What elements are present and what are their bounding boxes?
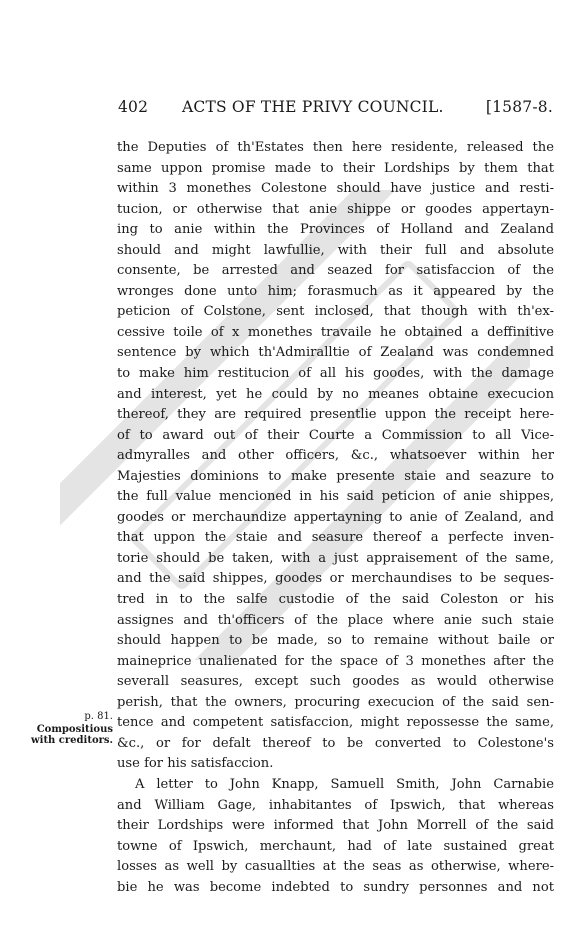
running-header [118, 98, 553, 120]
text-line: tence and competent satisfaccion, might repossesse the same, [117, 715, 554, 731]
text-line: Majesties dominions to make presente staie and seazure to [117, 468, 554, 484]
text-line: severall seasures, except such goodes as would otherwise [117, 674, 554, 690]
text-line: admyralles and other officers, &c., whatsoever within her [117, 448, 554, 464]
text-line: assignes and th'officers of the place where anie such staie [117, 612, 554, 628]
text-line: bie he was become indebted to sundry personnes and not [117, 879, 554, 895]
margin-topic-line: Compositious [36, 724, 113, 735]
text-line: the Deputies of th'Estates then here residente, released the [117, 140, 554, 155]
text-line: should happen to be made, so to remaine without baile or [117, 633, 554, 649]
text-line: and interest, yet he could by no meanes obtaine execucion [117, 386, 554, 402]
text-line: thereof, they are required presentlie uppon the receipt here- [117, 407, 554, 423]
text-line: maineprice unalienated for the space of 3 monethes after the [117, 653, 554, 669]
text-line: peticion of Colstone, sent inclosed, that though with th'ex- [117, 304, 554, 320]
text-line: tred in to the salfe custodie of the said Coleston or his [117, 592, 554, 608]
text-line: of to award out of their Courte a Commission to all Vice- [117, 427, 554, 443]
text-line: the full value mencioned in his said peticion of anie shippes, [117, 489, 554, 505]
page-number: 402 [118, 98, 149, 116]
text-line: wronges done unto him; forasmuch as it appeared by the [117, 283, 554, 299]
text-line: goodes or merchaundize appertayning to anie of Zealand, and [117, 509, 554, 525]
paragraph-colestone [117, 138, 554, 775]
text-line: &c., or for defalt thereof to be converted to Colestone's [117, 735, 554, 751]
text-line: use for his satisfaccion. [117, 756, 274, 772]
text-line: should and might lawfullie, with their full and absolute [117, 242, 554, 258]
margin-topic-line: with creditors. [31, 735, 113, 746]
text-line: that uppon the staie and seasure thereof a perfecte inven- [117, 530, 554, 546]
page-body [117, 138, 554, 898]
text-line: to make him restitucion of all his goodes, with the damage [117, 366, 554, 382]
paragraph-ipswich-letter [117, 775, 554, 898]
margin-page-ref: p. 81. [84, 711, 113, 722]
text-line: their Lordships were informed that John Morrell of the said [117, 818, 554, 834]
text-line: within 3 monethes Colestone should have justice and resti- [117, 181, 554, 197]
text-line: consente, be arrested and seazed for satisfaccion of the [117, 263, 554, 279]
text-line: cessive toile of x monethes travaile he obtained a deffinitive [117, 324, 554, 340]
text-line: perish, that the owners, procuring execucion of the said sen- [117, 694, 554, 710]
text-line: torie should be taken, with a just appraisement of the same, [117, 550, 554, 566]
year-range: [1587-8. [485, 98, 553, 116]
text-line: towne of Ipswich, merchaunt, had of late sustained great [117, 838, 554, 854]
text-line: losses as well by casuallties at the seas as otherwise, where- [117, 859, 554, 875]
margin-note [25, 710, 113, 746]
text-line: same uppon promise made to their Lordships by them that [117, 160, 554, 176]
text-line: and the said shippes, goodes or merchaundises to be seques- [117, 571, 554, 587]
text-line: sentence by which th'Admiralltie of Zealand was condemned [117, 345, 554, 361]
text-line: A letter to John Knapp, Samuell Smith, John Carnabie [135, 776, 554, 792]
text-line: ing to anie within the Provinces of Holland and Zealand [117, 222, 554, 238]
text-line: and William Gage, inhabitantes of Ipswich, that whereas [117, 797, 554, 813]
text-line: tucion, or otherwise that anie shippe or goodes appertayn- [117, 201, 554, 217]
running-title: ACTS OF THE PRIVY COUNCIL. [182, 98, 444, 116]
